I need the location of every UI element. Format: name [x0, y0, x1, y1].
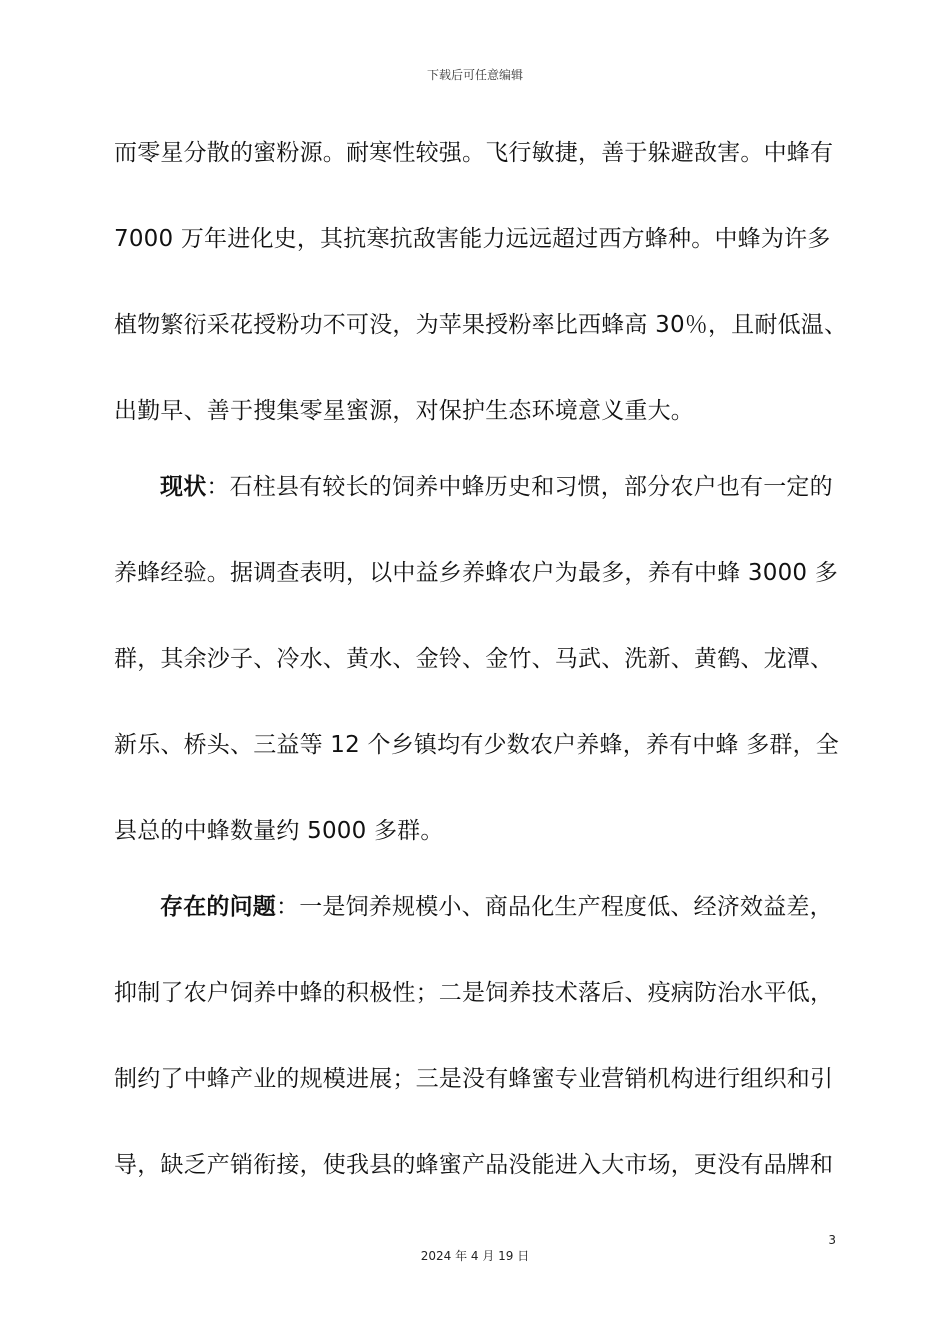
status-first-line-text: ：石柱县有较长的饲养中蜂历史和习惯，部分农户也有一定的 [206, 474, 833, 500]
body-line: 群，其余沙子、冷水、黄水、金铃、金竹、马武、洗新、黄鹤、龙潭、 [114, 646, 834, 672]
body-line: 导，缺乏产销衔接，使我县的蜂蜜产品没能进入大市场，更没有品牌和 [114, 1152, 834, 1178]
problems-first-line-text: ：一是饲养规模小、商品化生产程度低、经济效益差， [276, 894, 833, 920]
page-header: 下载后可任意编辑 [426, 68, 523, 82]
problems-paragraph-first-line [160, 892, 920, 922]
body-line: 植物繁衍采花授粉功不可没，为苹果授粉率比西蜂高 30％，且耐低温、 [114, 312, 848, 338]
body-line: 养蜂经验。据调查表明，以中益乡养蜂农户为最多，养有中蜂 3000 多 [114, 560, 838, 586]
page-footer-date: 2024 年 4 月 19 日 [420, 1249, 530, 1263]
body-line: 制约了中蜂产业的规模进展；三是没有蜂蜜专业营销机构进行组织和引 [114, 1066, 834, 1092]
body-line: 新乐、桥头、三益等 12 个乡镇均有少数农户养蜂，养有中蜂 多群，全 [114, 732, 839, 758]
body-line: 而零星分散的蜜粉源。耐寒性较强。飞行敏捷，善于躲避敌害。中蜂有 [114, 140, 834, 166]
body-line: 7000 万年进化史，其抗寒抗敌害能力远远超过西方蜂种。中蜂为许多 [114, 226, 831, 252]
status-label: 现状 [160, 474, 207, 500]
problems-label: 存在的问题 [160, 894, 276, 920]
body-line: 抑制了农户饲养中蜂的积极性；二是饲养技术落后、疫病防治水平低， [114, 980, 834, 1006]
body-line: 县总的中蜂数量约 5000 多群。 [114, 818, 444, 844]
body-line: 出勤早、善于搜集零星蜜源，对保护生态环境意义重大。 [114, 398, 694, 424]
page-number: 3 [828, 1233, 836, 1247]
status-paragraph-first-line [160, 472, 920, 502]
